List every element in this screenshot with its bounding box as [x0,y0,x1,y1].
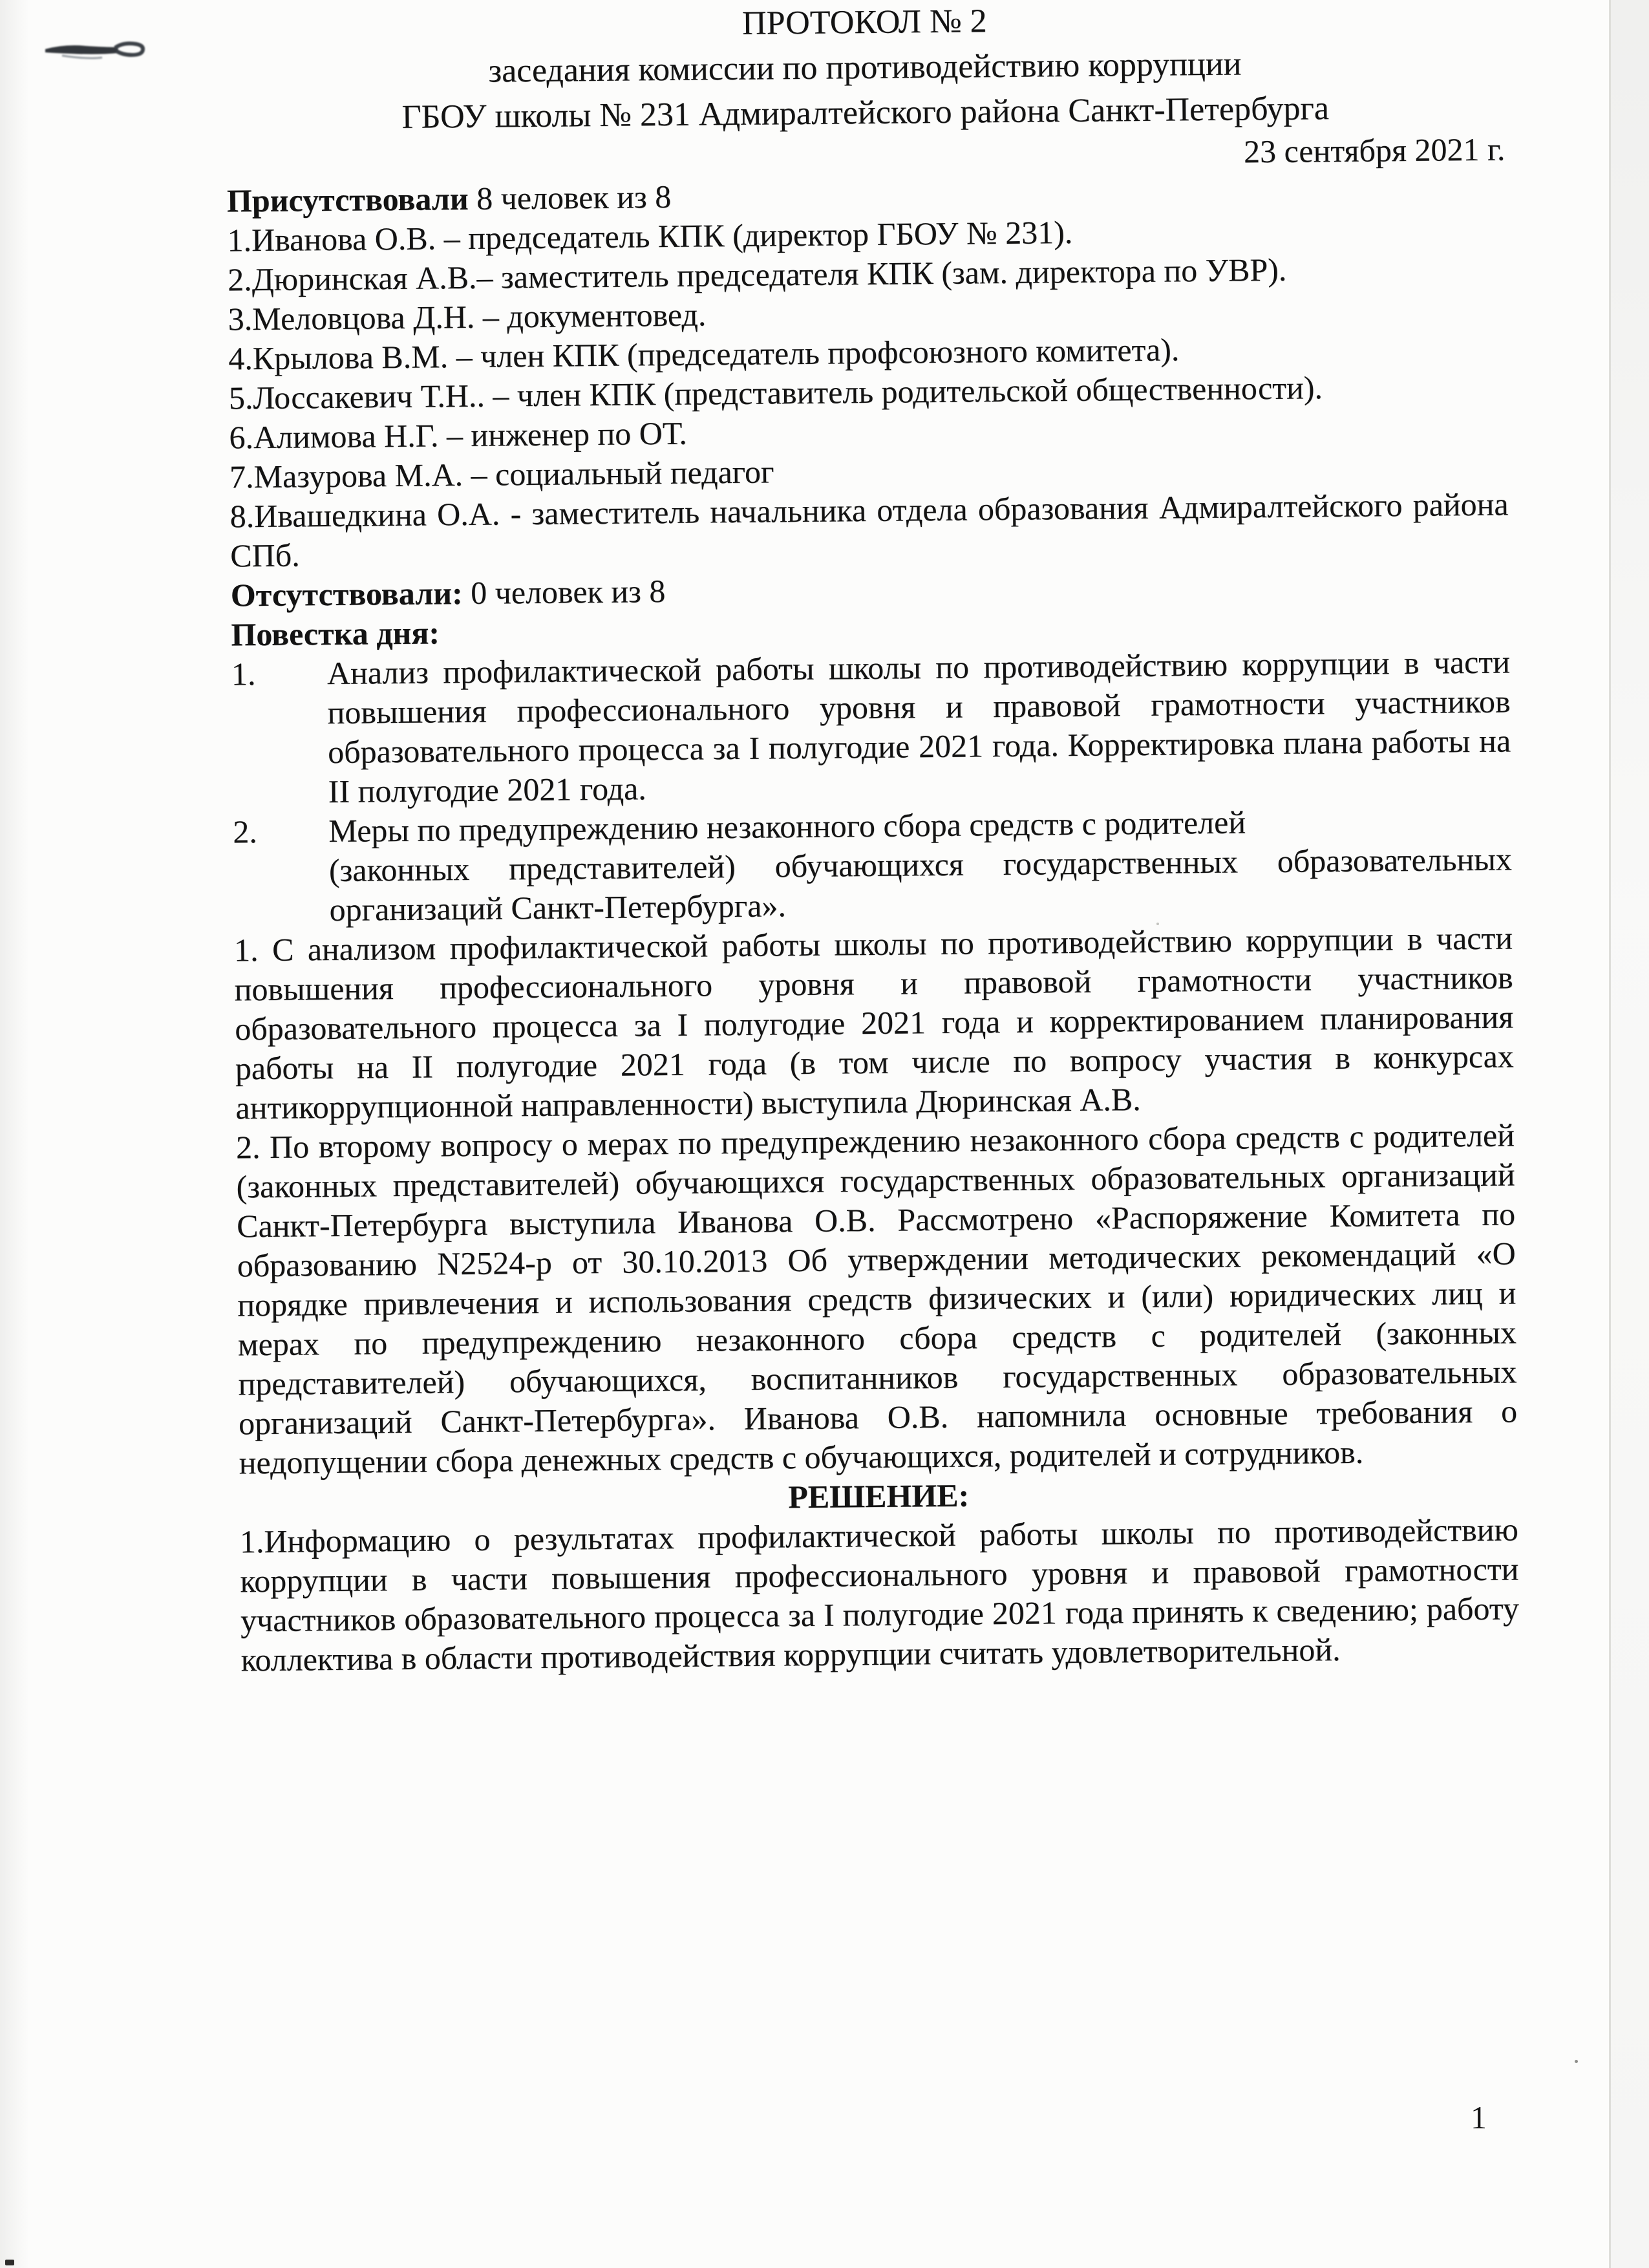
agenda-item-number: 2. [233,813,258,850]
attendee-item: 8.Ивашедкина О.А. - заместитель начальника отдела образования Адмиралтейского района СПб. [229,486,1509,574]
absent-label: Отсутствовали: [230,575,463,614]
agenda-item-number: 1. [231,656,256,692]
agenda-heading: Повестка дня: [231,614,440,653]
body-paragraph-2: 2. По второму вопросу о мерах по предупреждению незаконного сбора средств с родителей (законных представителей) обучающихся государственных образовательных организаций Санкт-Петербурга выступила Иванова О.В. Рассмотрено «Распоряжение Комитета по образованию N2524-р от 30.10.2013 Об утверждении методических рекомендаций «О порядке привлечения и использования средств физических и (или) юридических лиц и мерах по предупреждению незаконного сбора средств с родителей (законных представителей) обучающихся, воспитанников государственных образовательных организаций Санкт-Петербурга». Иванова О.В. напомнила основные требования о недопущении сбора денежных средств с обучающихся, родителей и сотрудников. [235,1117,1518,1481]
agenda-item-text-line: Меры по предупреждению незаконного сбора средств с родителей [328,804,1246,850]
attendee-item: 2.Дюринская А.В.– заместитель председателя КПК (зам. директора по УВР). [227,251,1287,298]
attendee-list [227,209,1509,576]
body-paragraph-1: 1. С анализом профилактической работы школы по противодействию коррупции в части повышения профессионального уровня и правовой грамотности участников образовательного процесса за I полугодие 2021 года и корректированием планирования работы на II полугодие 2021 года (в том числе по вопросу участия в конкурсах антикоррупционной направленности) выступила Дюринская А.В. [233,919,1515,1126]
agenda-item-1 [231,643,1511,813]
agenda-item-text-line: (законных представителей) обучающихся государственных образовательных [328,840,1513,889]
ink-smudge-shape [43,34,153,66]
dust-speck [1575,2060,1578,2063]
attendee-item: 3.Меловцова Д.Н. – документовед. [228,296,707,337]
agenda-item-text [328,800,1513,930]
title-line-protocol-number: ПРОТОКОЛ № 2 [741,3,987,42]
attendee-item: 1.Иванова О.В. – председатель КПК (директор ГБОУ № 231). [227,213,1073,259]
absent-count: 0 человек из 8 [462,573,666,612]
scanner-edge-shading [1611,0,1649,2268]
attendee-item: 5.Лоссакевич Т.Н.. – член КПК (представитель родительской общественности). [228,369,1323,416]
document-date: 23 сентября 2021 г. [1243,131,1505,170]
document-title [225,0,1505,142]
attendee-item: 4.Крылова В.М. – член КПК (председатель профсоюзного комитета). [228,331,1180,377]
attendee-item: 6.Алимова Н.Г. – инженер по ОТ. [229,414,688,456]
scanner-streak-line [1609,0,1611,2268]
decision-paragraph: 1.Информацию о результатах профилактической работы школы по противодействию коррупции в части повышения профессионального уровня и правовой грамотности участников образовательного процесса за I полугодие 2021 года принять к сведению; работу коллектива в области противодействия коррупции считать удовлетворительной. [239,1511,1520,1678]
present-label: Присутствовали [226,180,469,219]
title-line-school: ГБОУ школы № 231 Адмиралтейского района Санкт-Петербурга [401,90,1330,136]
agenda-item-text-line: организаций Санкт-Петербурга». [329,887,787,928]
agenda-item-text: Анализ профилактической работы школы по противодействию коррупции в части повышения профессионального уровня и правовой грамотности участников образовательного процесса за I полугодие 2021 года. Корректировка плана работы на II полугодие 2021 года. [326,643,1511,810]
agenda-item-2 [233,800,1513,930]
ink-smudge-artifact [43,34,153,66]
document-content [225,0,1520,1680]
decision-heading: РЕШЕНИЕ: [788,1477,970,1515]
attendee-item: 7.Мазурова М.А. – социальный педагог [229,453,774,495]
title-line-meeting: заседания комиссии по противодействию коррупции [488,45,1242,90]
corner-dot-artifact [5,2260,14,2265]
page-number: 1 [1471,2099,1487,2135]
present-count: 8 человек из 8 [468,178,672,217]
